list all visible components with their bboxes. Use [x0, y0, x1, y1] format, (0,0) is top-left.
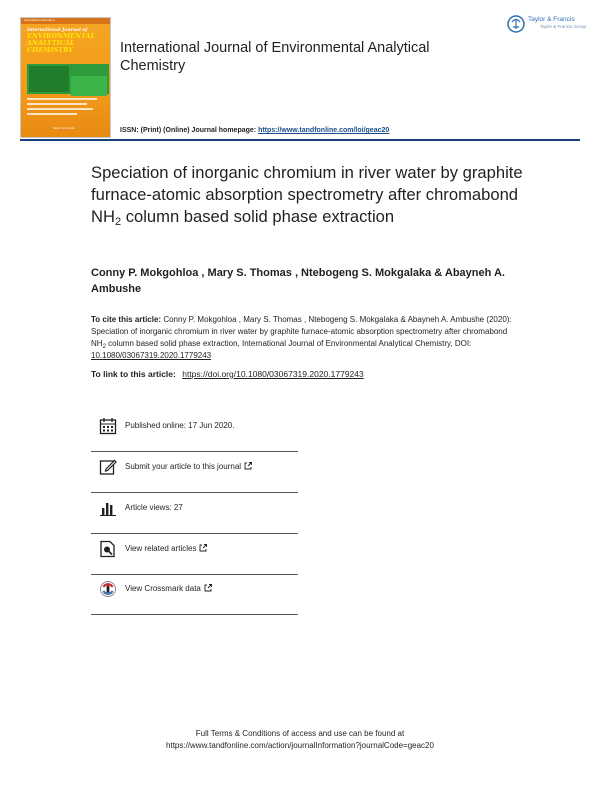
published-date: Published online: 17 Jun 2020.: [125, 421, 235, 430]
submit-article-row[interactable]: [91, 453, 298, 493]
article-title-text: column based solid phase extraction: [121, 207, 395, 226]
journal-cover-image: [20, 17, 111, 138]
doi-link[interactable]: 10.1080/03067319.2020.1779243: [91, 351, 212, 360]
article-title-subscript: 2: [114, 216, 122, 228]
external-link-icon: [244, 462, 252, 470]
submit-article-text: Submit your article to this journal: [125, 462, 242, 471]
bar-chart-icon: [99, 499, 117, 517]
issn-line: [120, 127, 389, 134]
publisher-logo-subtext: Taylor & Francis Group: [540, 24, 587, 29]
cover-text-lines: [27, 98, 109, 118]
citation-text: column based solid phase extraction, International Journal of Environmental Analytical Chemistry, DOI:: [105, 339, 472, 348]
cover-title: [27, 28, 107, 54]
article-views-count: Article views: 27: [125, 503, 183, 512]
calendar-icon: [99, 417, 117, 435]
journal-homepage-link[interactable]: https://www.tandfonline.com/loi/geac20: [258, 127, 390, 134]
publisher-logo-icon: [506, 14, 526, 34]
cover-publisher: Taylor & Francis: [53, 126, 75, 130]
citation-text: Conny P. Mokgohloa , Mary S. Thomas , Ntebogeng S. Mokgalaka & Abayneh A. Ambushe (2020): Speciation of inorganic chromium in river water by graphite furnace-atomic absorption spectrometry after chromabond NH: [91, 315, 512, 348]
footer: [0, 728, 600, 752]
publisher-logo-text: Taylor & Francis: [528, 16, 575, 23]
journal-title[interactable]: International Journal of Environmental Analytical Chemistry: [120, 40, 430, 74]
cover-title-line: International Journal of: [27, 28, 88, 33]
publisher-logo[interactable]: [506, 14, 586, 36]
related-articles-row[interactable]: [91, 535, 298, 575]
cover-graphic: [29, 66, 69, 92]
article-authors: Conny P. Mokgohloa , Mary S. Thomas , Ntebogeng S. Mokgalaka & Abayneh A. Ambushe: [91, 267, 505, 295]
crossmark-row[interactable]: [91, 575, 298, 615]
edit-icon: [99, 458, 117, 476]
external-link-icon: [204, 584, 212, 592]
crossmark-icon: [99, 580, 117, 598]
related-articles-text: View related articles: [125, 544, 197, 553]
cover-top-text: International Journal of: [24, 18, 55, 22]
crossmark-link[interactable]: [125, 584, 212, 593]
article-title-text: Speciation of inorganic chromium in river water by graphite furnace-atomic absorption spectrometry after chromabond NH: [91, 163, 523, 226]
issn-label: ISSN: (Print) (Online) Journal homepage:: [120, 127, 257, 134]
footer-terms-text: Full Terms & Conditions of access and use can be found at: [195, 729, 405, 738]
published-online-row: [91, 412, 298, 452]
article-doi-url[interactable]: https://doi.org/10.1080/03067319.2020.1779243: [182, 369, 364, 379]
article-link-label: To link to this article:: [91, 369, 176, 379]
cover-graphic: [71, 76, 107, 96]
crossmark-text: View Crossmark data: [125, 584, 201, 593]
citation-label: To cite this article:: [91, 315, 162, 324]
article-link-row: [91, 369, 364, 379]
article-views-row: [91, 494, 298, 534]
cover-title-line: ANALYTICAL: [27, 39, 75, 47]
cover-title-line: ENVIRONMENTAL: [27, 32, 96, 40]
citation-block: [91, 314, 521, 362]
external-link-icon: [199, 544, 207, 552]
cover-title-line: CHEMISTRY: [27, 46, 73, 54]
cover-green-panel: [27, 64, 109, 94]
citation-subscript: 2: [102, 344, 106, 350]
header-divider: [20, 139, 580, 141]
submit-article-link[interactable]: [125, 462, 252, 471]
footer-terms-link[interactable]: https://www.tandfonline.com/action/journalInformation?journalCode=geac20: [166, 741, 434, 750]
article-title: [91, 162, 531, 228]
related-articles-link[interactable]: [125, 544, 207, 553]
search-document-icon: [99, 540, 117, 558]
